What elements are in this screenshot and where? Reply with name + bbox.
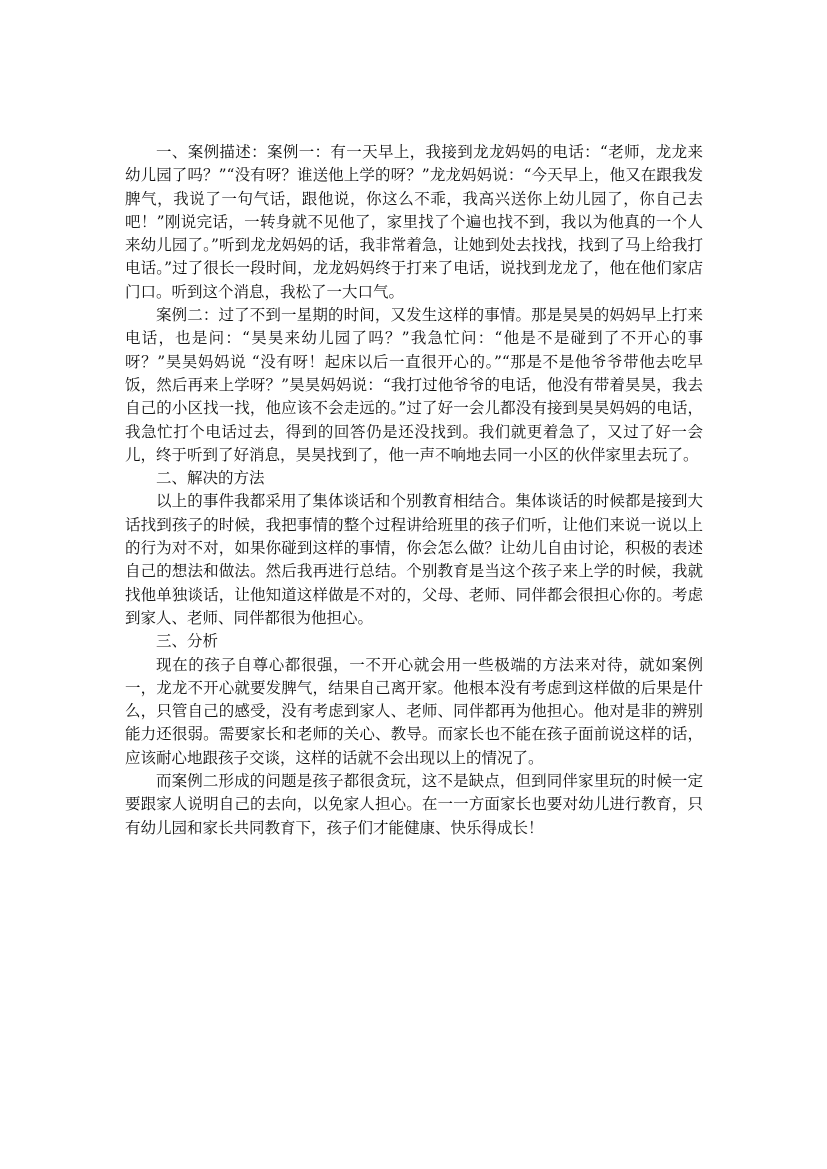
case-two-paragraph: 案例二：过了不到一星期的时间，又发生这样的事情。那是昊昊的妈妈早上打来电话，也是问：“昊昊来幼儿园了吗？”我急忙问：“他是不是碰到了不开心的事呀？”昊昊妈妈说 “没有呀！起床以后一直很开心的。”“那是不是他爷爷带他去吃早饭，然后再来上学呀？”昊昊妈妈说：“我打过他爷爷的电话，他没有带着昊昊，我去自己的小区找一找，他应该不会走远的。”过了好一会儿都没有接到昊昊妈妈的电话，我急忙打个电话过去，得到的回答仍是还没找到。我们就更着急了，又过了好一会儿，终于听到了好消息，昊昊找到了，他一声不响地去同一小区的伙伴家里去玩了。 [125,306,703,464]
case-description-paragraph: 一、案例描述：案例一：有一天早上，我接到龙龙妈妈的电话：“老师，龙龙来幼儿园了吗？”“没有呀？谁送他上学的呀？”龙龙妈妈说：“今天早上，他又在跟我发脾气，我说了一句气话，跟他说，你这么不乖，我高兴送你上幼儿园了，你自己去吧！”刚说完话，一转身就不见他了，家里找了个遍也找不到，我以为他真的一个人来幼儿园了。”听到龙龙妈妈的话，我非常着急，让她到处去找找，找到了马上给我打电话。”过了很长一段时间，龙龙妈妈终于打来了电话，说找到龙龙了，他在他们家店门口。听到这个消息，我松了一大口气。 [125,143,703,301]
analysis-heading: 三、分析 [156,632,219,651]
document-body [125,141,703,840]
solution-paragraph: 以上的事件我都采用了集体谈话和个别教育相结合。集体谈话的时候都是接到大话找到孩子的时候，我把事情的整个过程讲给班里的孩子们听，让他们来说一说以上的行为对不对，如果你碰到这样的事情，你会怎么做？让幼儿自由讨论，积极的表述自己的想法和做法。然后我再进行总结。个别教育是当这个孩子来上学的时候，我就找他单独谈话，让他知道这样做是不对的，父母、老师、同伴都会很担心你的。考虑到家人、老师、同伴都很为他担心。 [125,492,703,627]
solution-heading: 二、解决的方法 [156,469,265,488]
analysis-paragraph-2: 而案例二形成的问题是孩子都很贪玩，这不是缺点，但到同伴家里玩的时候一定要跟家人说明自己的去向，以免家人担心。在一一方面家长也要对幼儿进行教育，只有幼儿园和家长共同教育下，孩子们才能健康、快乐得成长！ [125,772,703,837]
analysis-paragraph-1: 现在的孩子自尊心都很强，一不开心就会用一些极端的方法来对待，就如案例一，龙龙不开心就要发脾气，结果自己离开家。他根本没有考虑到这样做的后果是什么，只管自己的感受，没有考虑到家人、老师、同伴都再为他担心。他对是非的辨别能力还很弱。需要家长和老师的关心、教导。而家长也不能在孩子面前说这样的话，应该耐心地跟孩子交谈，这样的话就不会出现以上的情况了。 [125,655,703,767]
